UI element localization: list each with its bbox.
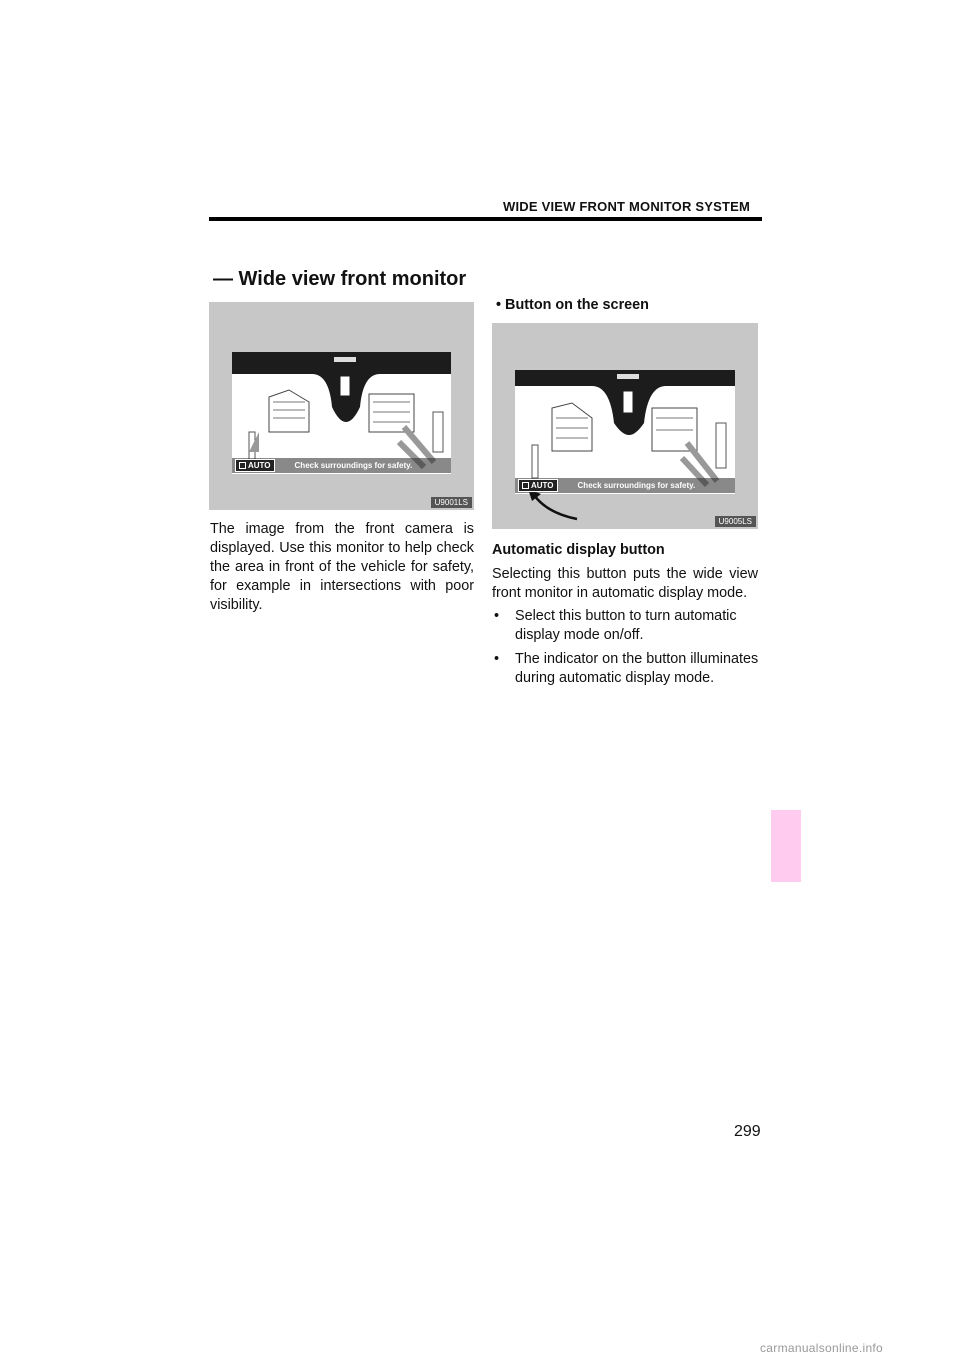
auto-indicator-icon [239, 462, 246, 469]
auto-label: AUTO [531, 481, 554, 490]
bullet-glyph: • [494, 651, 500, 667]
watermark-text: carmanualsonline.info [760, 1341, 884, 1355]
safety-warning-text: Check surroundings for safety. [294, 461, 413, 470]
auto-indicator-icon [522, 482, 529, 489]
list-item-text: Select this button to turn automatic display mode on/off. [515, 608, 737, 643]
header-rule [209, 217, 762, 221]
camera-figure-2 [492, 323, 758, 529]
bullet-heading-text: Button on the screen [505, 297, 649, 313]
status-bar-2 [515, 478, 735, 493]
list-item-text: The indicator on the button illuminates during automatic display mode. [515, 651, 759, 686]
camera-view-illustration [209, 302, 474, 510]
bullet-list [494, 607, 760, 693]
auto-display-button-highlighted[interactable] [518, 479, 558, 492]
description-paragraph: The image from the front camera is displayed. Use this monitor to help check the area in front of the vehicle for safety, for example in intersections with poor visibility. [210, 521, 474, 613]
status-bar [232, 458, 451, 473]
safety-warning-text: Check surroundings for safety. [577, 481, 696, 490]
camera-view-illustration-2 [492, 323, 758, 529]
section-title: — Wide view front monitor [213, 268, 467, 290]
bullet-heading [496, 297, 649, 313]
list-item [494, 650, 760, 688]
page-number: 299 [734, 1123, 761, 1140]
chapter-tab [771, 810, 801, 882]
auto-label: AUTO [248, 461, 271, 470]
figure-code: U9005LS [715, 516, 756, 527]
subsection-title: Automatic display button [492, 542, 665, 558]
running-header: WIDE VIEW FRONT MONITOR SYSTEM [503, 199, 750, 214]
bullet-glyph: • [494, 608, 500, 624]
list-item [494, 607, 760, 645]
auto-display-button[interactable] [235, 459, 275, 472]
bullet-glyph: • [496, 297, 502, 313]
camera-figure-1 [209, 302, 474, 510]
figure-code: U9001LS [431, 497, 472, 508]
subsection-paragraph: Selecting this button puts the wide view front monitor in automatic display mode. [492, 566, 758, 601]
